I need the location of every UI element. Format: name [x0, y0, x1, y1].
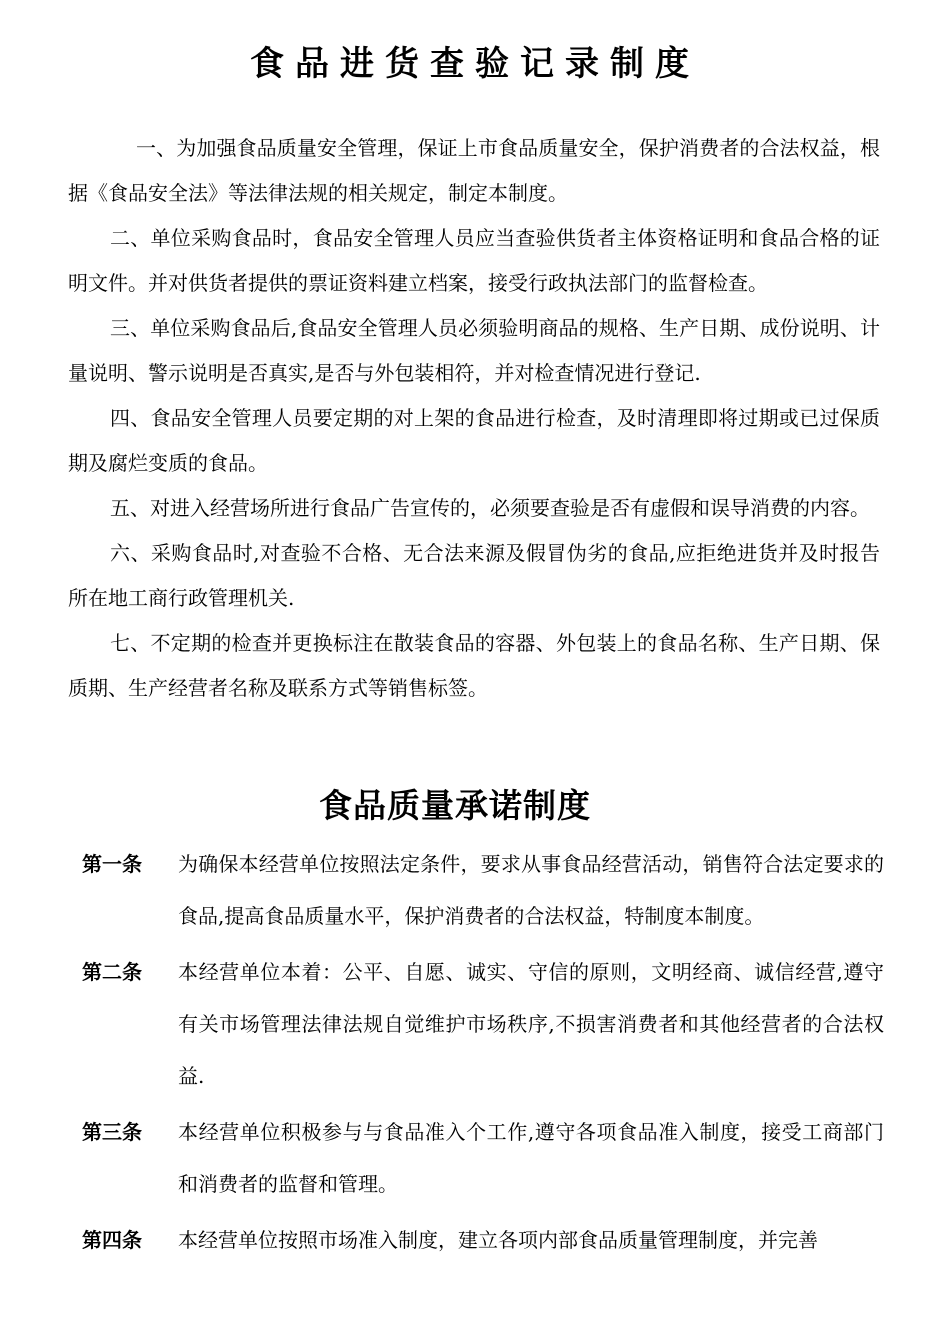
article-label: 第二条 — [82, 960, 142, 984]
quality-commitment-section — [82, 838, 884, 1270]
article-label: 第三条 — [82, 1120, 142, 1144]
rule-paragraph-1: 一、为加强食品质量安全管理，保证上市食品质量安全，保护消费者的合法权益，根据《食品安全法》等法律法规的相关规定，制定本制度。 — [68, 136, 880, 205]
article-3 — [82, 1106, 884, 1210]
rule-paragraph-5: 五、对进入经营场所进行食品广告宣传的，必须要查验是否有虚假和误导消费的内容。 — [110, 496, 870, 520]
article-text: 本经营单位本着：公平、自愿、诚实、守信的原则，文明经商、诚信经营,遵守有关市场管理法律法规自觉维护市场秩序,不损害消费者和其他经营者的合法权益. — [178, 960, 884, 1088]
article-4 — [82, 1214, 884, 1266]
document-title: 食品进货查验记录制度 — [250, 44, 700, 84]
article-text: 本经营单位按照市场准入制度，建立各项内部食品质量管理制度，并完善 — [178, 1228, 818, 1252]
article-text: 为确保本经营单位按照法定条件，要求从事食品经营活动，销售符合法定要求的食品,提高食品质量水平，保护消费者的合法权益，特制度本制度。 — [178, 852, 884, 928]
rule-paragraph-2: 二、单位采购食品时，食品安全管理人员应当查验供货者主体资格证明和食品合格的证明文件。并对供货者提供的票证资料建立档案，接受行政执法部门的监督检查。 — [68, 226, 880, 295]
article-1 — [82, 838, 884, 942]
article-label: 第四条 — [82, 1228, 142, 1252]
rule-paragraph-3: 三、单位采购食品后,食品安全管理人员必须验明商品的规格、生产日期、成份说明、计量说明、警示说明是否真实,是否与外包装相符，并对检查情况进行登记. — [68, 316, 880, 385]
article-label: 第一条 — [82, 852, 142, 876]
article-text: 本经营单位积极参与与食品准入个工作,遵守各项食品准入制度，接受工商部门和消费者的监督和管理。 — [178, 1120, 884, 1196]
article-2 — [82, 946, 884, 1102]
rule-paragraph-4: 四、食品安全管理人员要定期的对上架的食品进行检查，及时清理即将过期或已过保质期及腐烂变质的食品。 — [68, 406, 880, 475]
section-title: 食品质量承诺制度 — [319, 786, 591, 825]
rule-paragraph-7: 七、不定期的检查并更换标注在散装食品的容器、外包装上的食品名称、生产日期、保质期、生产经营者名称及联系方式等销售标签。 — [68, 631, 880, 700]
rule-paragraph-6: 六、采购食品时,对查验不合格、无合法来源及假冒伪劣的食品,应拒绝进货并及时报告所在地工商行政管理机关. — [68, 541, 880, 610]
inspection-rules-section — [68, 126, 880, 711]
